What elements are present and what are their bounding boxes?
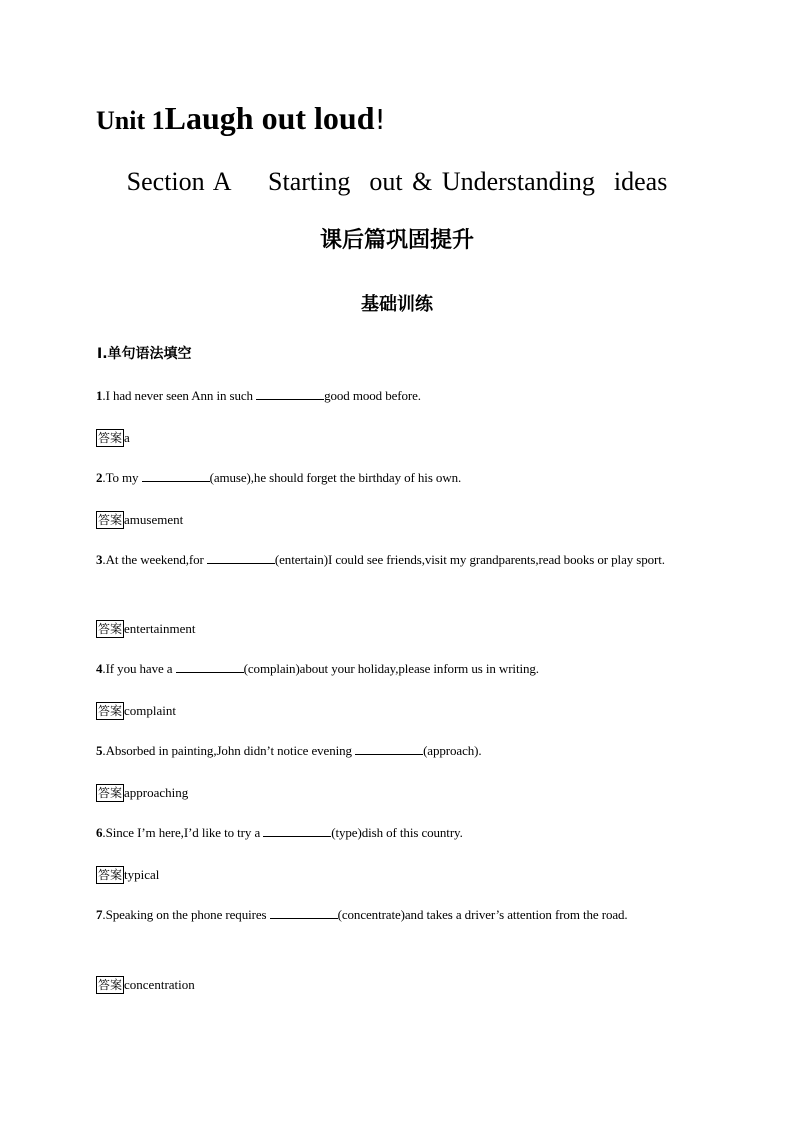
question-2: 2.To my (amuse),he should forget the birthday of his own.	[96, 470, 462, 485]
answer-1	[96, 428, 130, 447]
question-number: 7	[96, 907, 103, 922]
answer-4	[96, 701, 176, 720]
answer-blank	[256, 387, 324, 400]
question-3: 3.At the weekend,for (entertain)I could see friends,visit my grandparents,read books or play sport.	[96, 552, 665, 567]
question-number: 4	[96, 661, 103, 676]
question-number: 2	[96, 470, 103, 485]
answer-text: a	[124, 430, 130, 446]
part-heading: Ⅰ.单句语法填空	[97, 346, 192, 362]
answer-5	[96, 783, 188, 802]
question-text-after: good mood before.	[324, 388, 421, 403]
answer-tag: 答案	[98, 513, 123, 528]
question-text-before: I had never seen Ann in such	[105, 388, 257, 403]
question-7: 7.Speaking on the phone requires (concentrate)and takes a driver’s attention from the road.	[96, 907, 628, 922]
question-text-before: Absorbed in painting,John didn’t notice evening	[105, 743, 356, 758]
answer-text: approaching	[124, 785, 189, 801]
question-text-after: (entertain)I could see friends,visit my grandparents,read books or play sport.	[274, 552, 665, 567]
chinese-subtitle: 基础训练	[361, 294, 433, 315]
answer-3	[96, 619, 195, 638]
question-text-before: If you have a	[105, 661, 176, 676]
question-text-before: Since I’m here,I’d like to try a	[105, 825, 264, 840]
unit-label: Unit 1	[96, 106, 165, 135]
question-number: 3	[96, 552, 103, 567]
question-text-before: Speaking on the phone requires	[105, 907, 270, 922]
answer-6	[96, 865, 159, 884]
answer-text: entertainment	[124, 621, 196, 637]
answer-text: complaint	[124, 703, 177, 719]
question-number: 1	[96, 388, 103, 403]
answer-text: typical	[124, 867, 160, 883]
answer-tag: 答案	[98, 978, 123, 993]
question-text-after: (approach).	[423, 743, 482, 758]
chinese-title: 课后篇巩固提升	[319, 228, 474, 253]
question-6: 6.Since I’m here,I’d like to try a (type)dish of this country.	[96, 825, 463, 840]
answer-text: concentration	[124, 977, 195, 993]
answer-blank	[207, 551, 275, 564]
question-text-after: (type)dish of this country.	[331, 825, 463, 840]
question-5: 5.Absorbed in painting,John didn’t notice evening (approach).	[96, 743, 482, 758]
question-text-before: At the weekend,for	[105, 552, 207, 567]
question-text-after: (amuse),he should forget the birthday of his own.	[209, 470, 462, 485]
answer-tag: 答案	[98, 431, 123, 446]
unit-exclamation: !	[374, 103, 386, 136]
question-text-after: (complain)about your holiday,please inform us in writing.	[243, 661, 539, 676]
answer-blank	[142, 469, 210, 482]
answer-blank	[270, 906, 338, 919]
answer-text: amusement	[124, 512, 184, 528]
answer-2	[96, 510, 183, 529]
question-number: 5	[96, 743, 103, 758]
question-1: 1.I had never seen Ann in such good mood before.	[96, 388, 421, 403]
answer-7	[96, 975, 195, 994]
question-number: 6	[96, 825, 103, 840]
unit-name: Laugh out loud	[164, 100, 375, 136]
answer-tag: 答案	[98, 622, 123, 637]
answer-tag: 答案	[98, 868, 123, 883]
question-4: 4.If you have a (complain)about your holiday,please inform us in writing.	[96, 661, 539, 676]
answer-tag: 答案	[98, 786, 123, 801]
answer-blank	[176, 660, 244, 673]
answer-tag: 答案	[98, 704, 123, 719]
question-text-before: To my	[105, 470, 142, 485]
unit-title	[96, 102, 386, 134]
question-text-after: (concentrate)and takes a driver’s attention from the road.	[337, 907, 628, 922]
answer-blank	[263, 824, 331, 837]
answer-blank	[355, 742, 423, 755]
section-title: Section A Starting out & Understanding ideas	[126, 167, 668, 196]
